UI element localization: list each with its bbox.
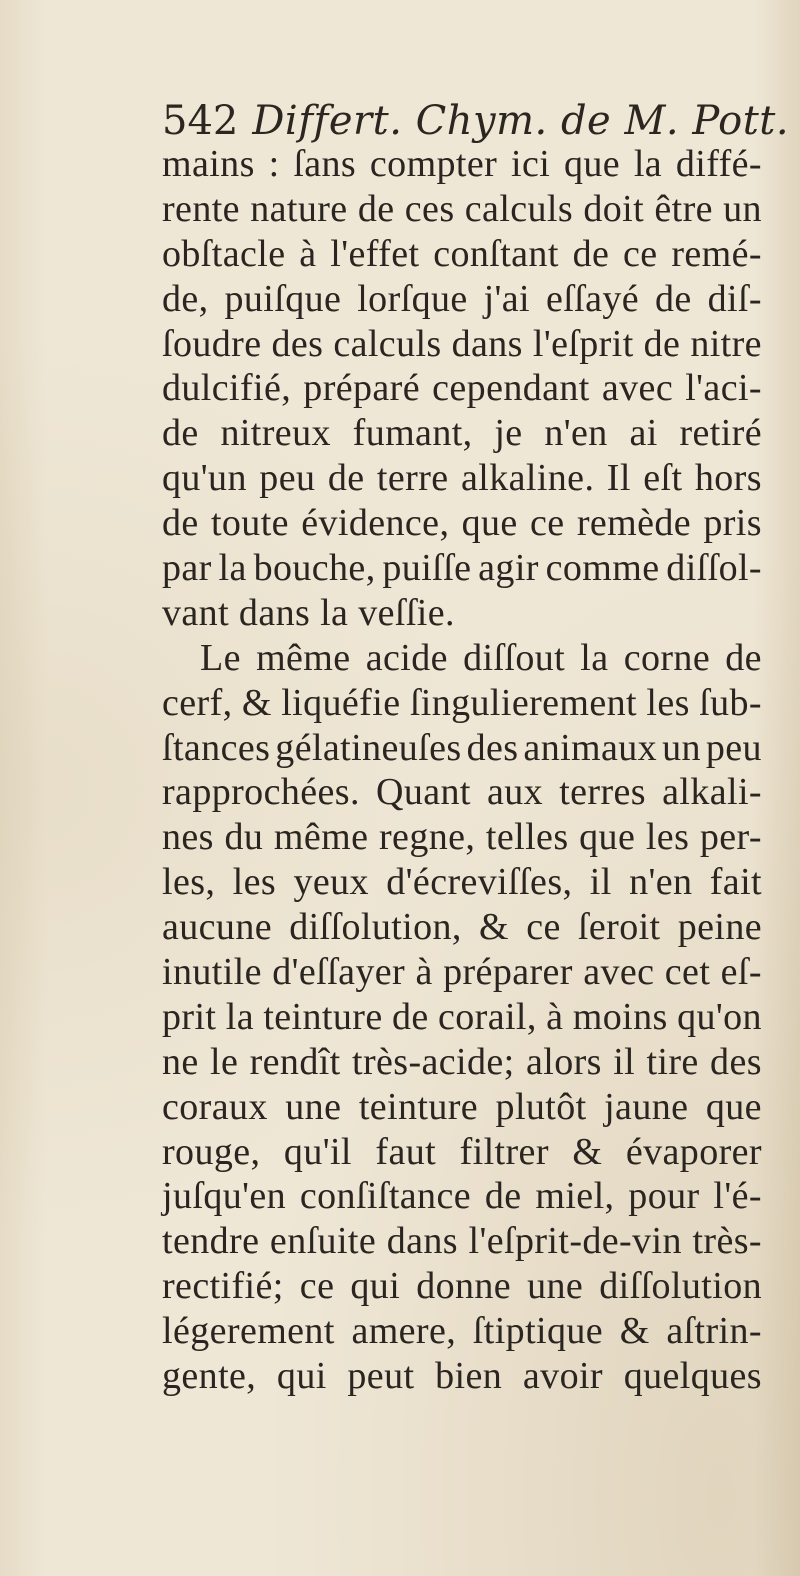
text-line: cerf, & liquéfie ſingulierement les ſub-	[162, 681, 762, 724]
text-line: coraux une teinture plutôt jaune que	[162, 1085, 762, 1128]
text-line: obſtacle à l'effet conſtant de ce remé-	[162, 232, 762, 275]
text-line: nes du même regne, telles que les per-	[162, 816, 762, 859]
page-number: 542	[162, 98, 239, 144]
text-line: dulcifié, préparé cependant avec l'aci-	[162, 367, 762, 410]
text-line: aucune diſſolution, & ce ſeroit peine	[162, 906, 762, 949]
text-line: de, puiſque lorſque j'ai eſſayé de diſ-	[162, 277, 762, 320]
text-line: ſtances gélatineuſes des animaux un peu	[162, 726, 762, 769]
text-line: mains : ſans compter ici que la diffé-	[162, 143, 762, 185]
text-line: de toute évidence, que ce remède pris	[162, 502, 762, 545]
text-line: rente nature de ces calculs doit être un	[162, 187, 762, 230]
running-title: Differt. Chym. de M. Pott.	[252, 98, 790, 144]
body-text	[162, 142, 762, 1399]
text-line: rectifié; ce qui donne une diſſolution	[162, 1265, 762, 1308]
text-line: légerement amere, ſtiptique & aſtrin-	[162, 1310, 762, 1353]
text-line: de nitreux fumant, je n'en ai retiré	[162, 412, 762, 455]
text-line: juſqu'en conſiſtance de miel, pour l'é-	[162, 1175, 762, 1218]
text-line: par la bouche, puiſſe agir comme diſſol-	[162, 547, 762, 590]
text-line: rapprochées. Quant aux terres alkali-	[162, 771, 762, 814]
page-header	[162, 96, 790, 146]
text-line-paragraph-end: vant dans la veſſie.	[162, 591, 455, 634]
text-line: ne le rendît très-acide; alors il tire des	[162, 1040, 762, 1083]
text-line: qu'un peu de terre alkaline. Il eſt hors	[162, 457, 762, 500]
text-line: tendre enſuite dans l'eſprit-de-vin très-	[162, 1220, 762, 1263]
text-line: rouge, qu'il faut filtrer & évaporer	[162, 1130, 762, 1173]
text-line: les, les yeux d'écreviſſes, il n'en fait	[162, 861, 762, 904]
text-line: prit la teinture de corail, à moins qu'on	[162, 995, 762, 1038]
text-line: ſoudre des calculs dans l'eſprit de nitre	[162, 322, 762, 365]
text-line-paragraph-start: Le même acide diſſout la corne de	[200, 636, 762, 679]
text-line: inutile d'eſſayer à préparer avec cet eſ-	[162, 951, 762, 994]
text-line: gente, qui peut bien avoir quelques	[162, 1355, 762, 1398]
